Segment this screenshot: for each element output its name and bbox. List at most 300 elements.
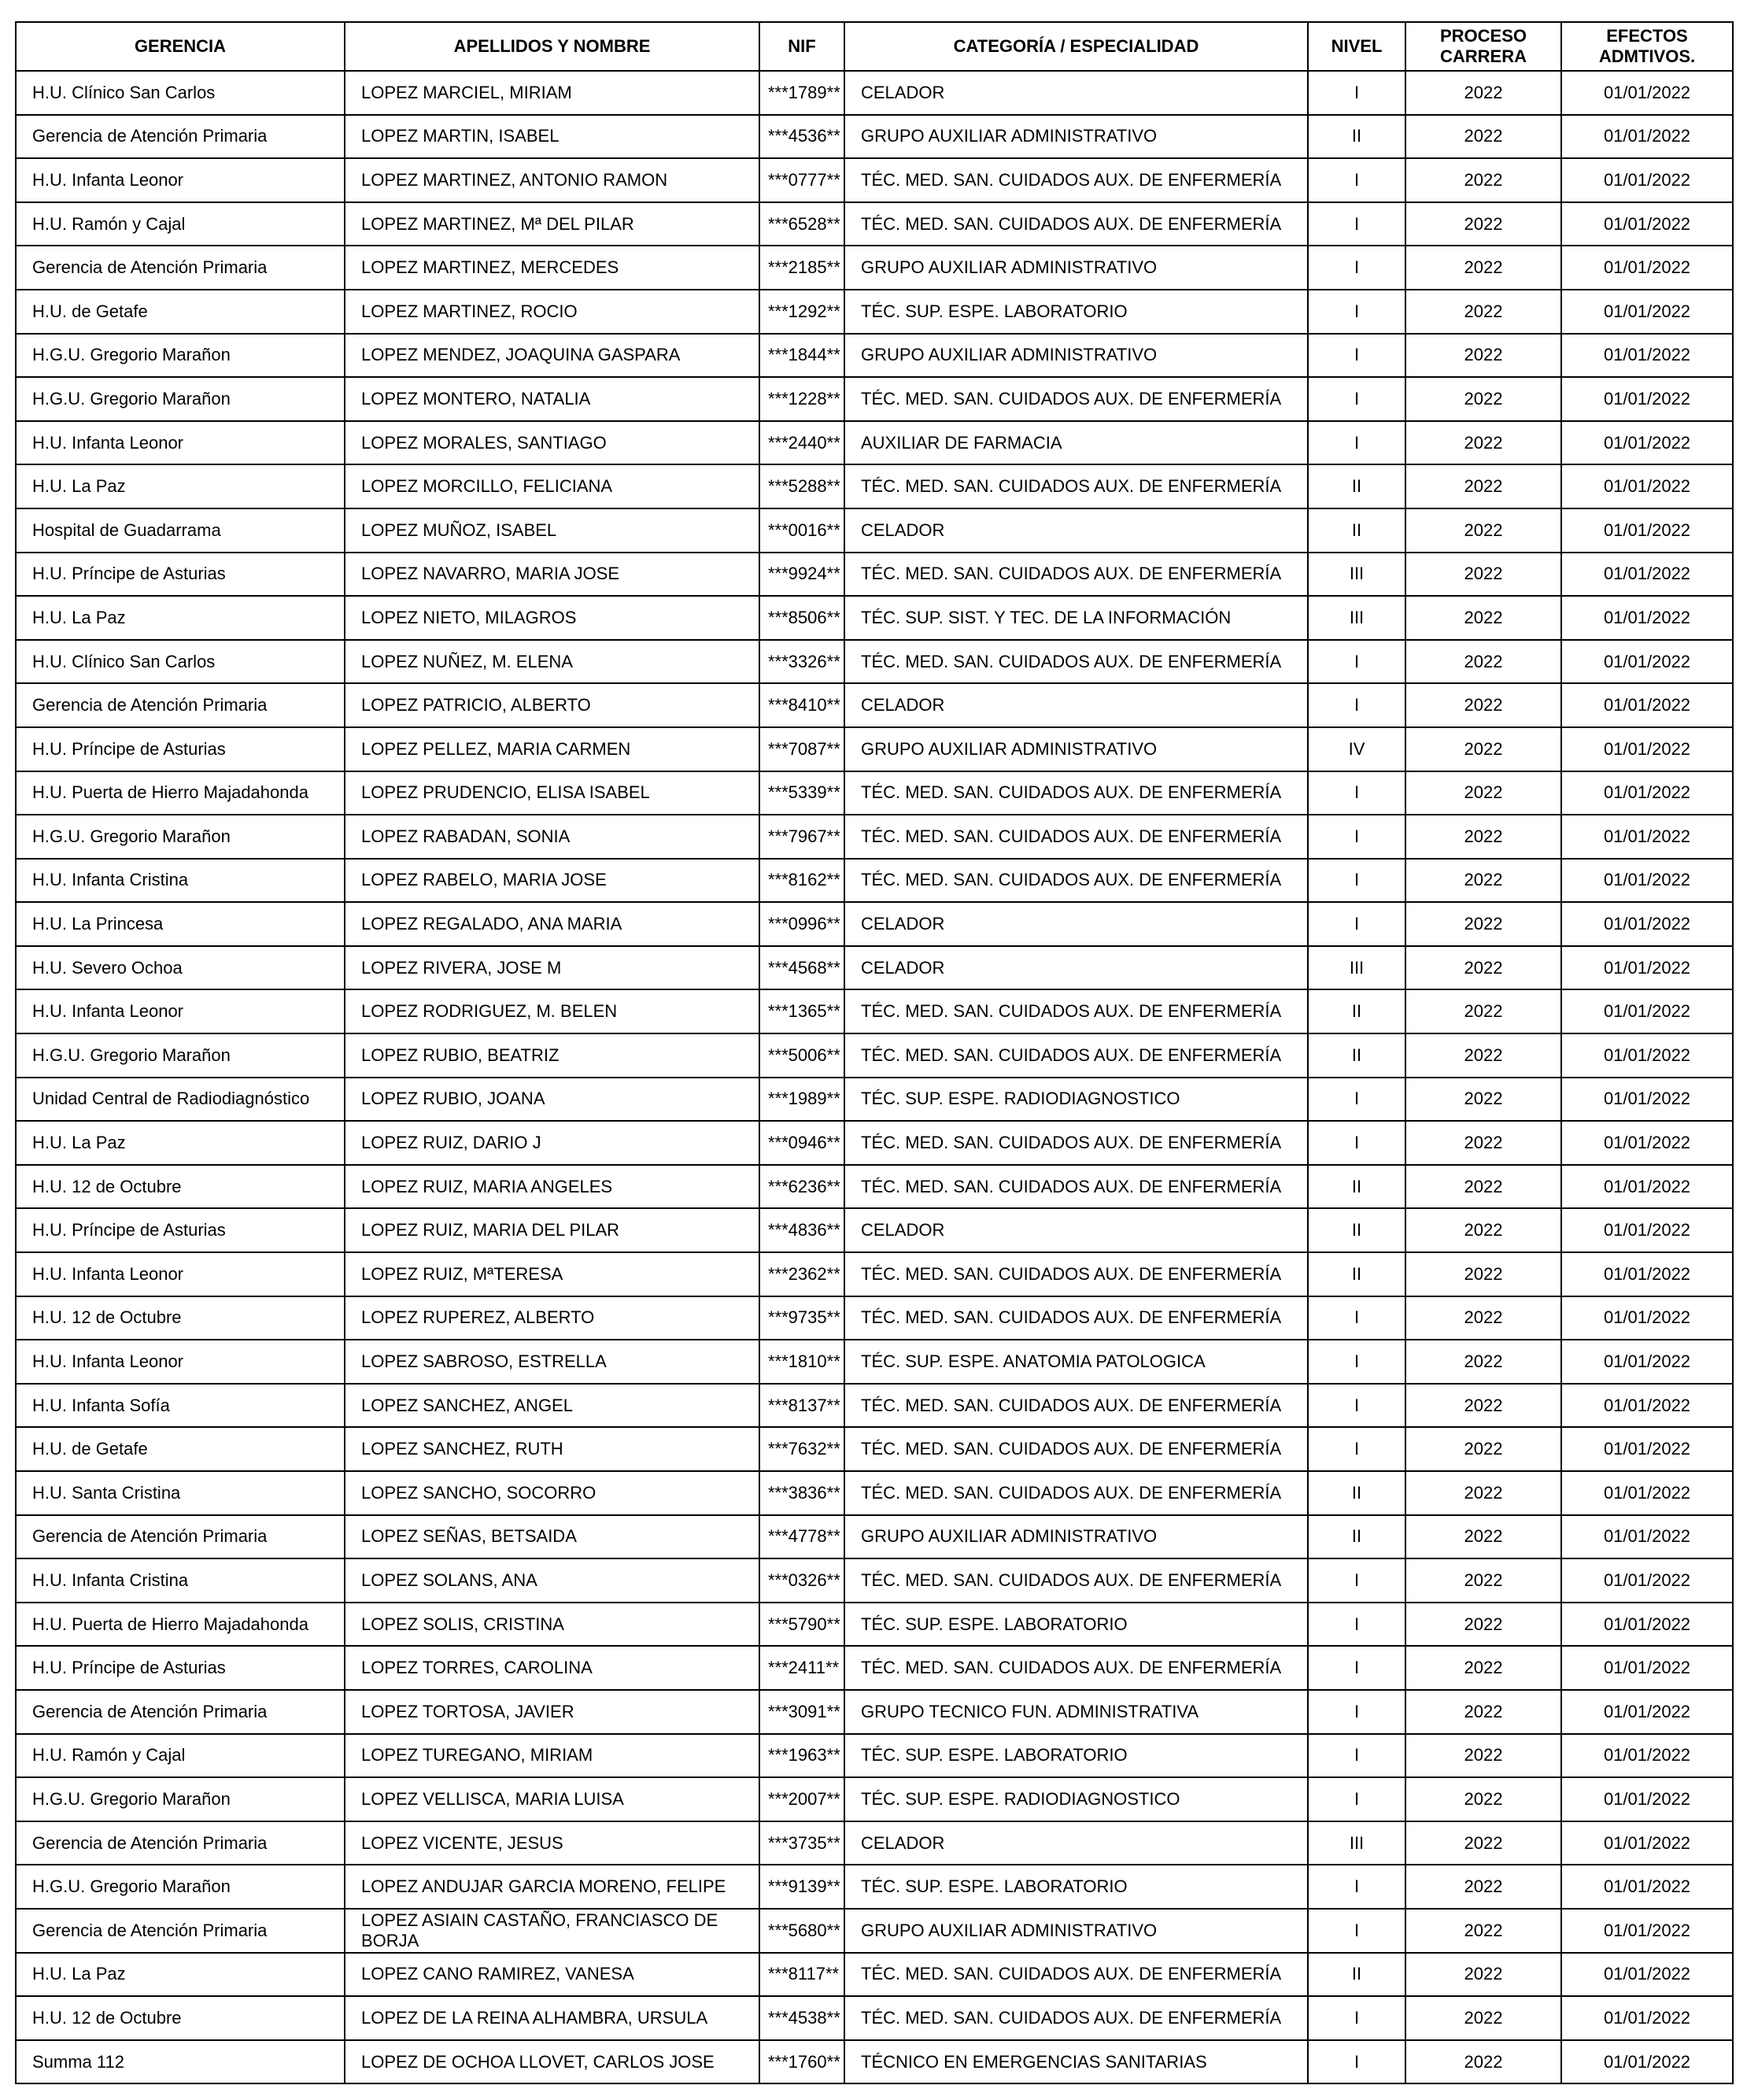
cell-nif: ***8162** [759,859,844,903]
cell-nif: ***4568** [759,946,844,990]
cell-categoria: TÉC. MED. SAN. CUIDADOS AUX. DE ENFERMERÍA [844,377,1308,421]
cell-proceso: 2022 [1405,989,1561,1033]
cell-categoria: TÉC. MED. SAN. CUIDADOS AUX. DE ENFERMERÍA [844,1121,1308,1165]
cell-nivel: I [1308,1646,1405,1690]
cell-proceso: 2022 [1405,1690,1561,1734]
cell-nif: ***6528** [759,202,844,246]
cell-efectos: 01/01/2022 [1561,771,1733,815]
cell-categoria: GRUPO AUXILIAR ADMINISTRATIVO [844,334,1308,378]
table-row [16,1909,1733,1953]
cell-gerencia: H.U. Ramón y Cajal [16,202,345,246]
table-row [16,421,1733,465]
cell-categoria: TÉC. SUP. ESPE. RADIODIAGNOSTICO [844,1078,1308,1122]
table-row [16,727,1733,771]
header-proceso-line1: PROCESO [1439,26,1527,46]
cell-categoria: TÉC. MED. SAN. CUIDADOS AUX. DE ENFERMERÍA [844,1646,1308,1690]
cell-efectos: 01/01/2022 [1561,1427,1733,1471]
table-row [16,1340,1733,1384]
cell-efectos: 01/01/2022 [1561,902,1733,946]
cell-nivel: II [1308,1165,1405,1209]
cell-proceso: 2022 [1405,115,1561,159]
cell-efectos: 01/01/2022 [1561,1165,1733,1209]
cell-nombre: LOPEZ PATRICIO, ALBERTO [345,683,759,727]
cell-nombre: LOPEZ RUIZ, MARIA DEL PILAR [345,1208,759,1252]
cell-nif: ***6236** [759,1165,844,1209]
table-row [16,202,1733,246]
cell-gerencia: H.U. Infanta Leonor [16,158,345,202]
table-row [16,596,1733,640]
cell-nombre: LOPEZ VELLISCA, MARIA LUISA [345,1777,759,1821]
cell-efectos: 01/01/2022 [1561,290,1733,334]
cell-categoria: TÉC. MED. SAN. CUIDADOS AUX. DE ENFERMERÍA [844,1252,1308,1296]
cell-gerencia: H.U. Infanta Cristina [16,1558,345,1603]
cell-nif: ***0326** [759,1558,844,1603]
cell-nombre: LOPEZ ANDUJAR GARCIA MORENO, FELIPE [345,1865,759,1909]
cell-nif: ***8410** [759,683,844,727]
cell-nombre: LOPEZ DE OCHOA LLOVET, CARLOS JOSE [345,2040,759,2084]
table-row [16,1953,1733,1997]
cell-gerencia: Gerencia de Atención Primaria [16,1515,345,1559]
cell-nif: ***5006** [759,1033,844,1078]
cell-gerencia: H.U. Príncipe de Asturias [16,727,345,771]
cell-categoria: TÉC. MED. SAN. CUIDADOS AUX. DE ENFERMERÍA [844,1558,1308,1603]
cell-nombre: LOPEZ SANCHEZ, RUTH [345,1427,759,1471]
cell-gerencia: H.U. 12 de Octubre [16,1996,345,2040]
cell-categoria: GRUPO AUXILIAR ADMINISTRATIVO [844,727,1308,771]
cell-nif: ***7087** [759,727,844,771]
cell-nombre: LOPEZ PRUDENCIO, ELISA ISABEL [345,771,759,815]
cell-gerencia: H.U. Infanta Sofía [16,1384,345,1428]
cell-nivel: I [1308,859,1405,903]
cell-gerencia: H.U. Puerta de Hierro Majadahonda [16,1603,345,1647]
cell-efectos: 01/01/2022 [1561,946,1733,990]
cell-efectos: 01/01/2022 [1561,1121,1733,1165]
cell-nivel: III [1308,1821,1405,1865]
cell-categoria: TÉC. MED. SAN. CUIDADOS AUX. DE ENFERMERÍA [844,553,1308,597]
cell-nivel: II [1308,464,1405,508]
cell-categoria: TÉC. MED. SAN. CUIDADOS AUX. DE ENFERMERÍA [844,158,1308,202]
table-row [16,1515,1733,1559]
cell-efectos: 01/01/2022 [1561,202,1733,246]
cell-categoria: TÉC. MED. SAN. CUIDADOS AUX. DE ENFERMERÍA [844,1996,1308,2040]
cell-nivel: I [1308,640,1405,684]
cell-efectos: 01/01/2022 [1561,1777,1733,1821]
cell-nombre: LOPEZ MUÑOZ, ISABEL [345,508,759,553]
table-row [16,1558,1733,1603]
cell-nivel: I [1308,1078,1405,1122]
header-gerencia: GERENCIA [16,22,345,71]
cell-categoria: TÉC. MED. SAN. CUIDADOS AUX. DE ENFERMERÍA [844,1165,1308,1209]
cell-efectos: 01/01/2022 [1561,553,1733,597]
cell-gerencia: Gerencia de Atención Primaria [16,1690,345,1734]
table-row [16,1384,1733,1428]
cell-proceso: 2022 [1405,1427,1561,1471]
cell-proceso: 2022 [1405,246,1561,290]
cell-proceso: 2022 [1405,1777,1561,1821]
cell-gerencia: H.U. 12 de Octubre [16,1165,345,1209]
table-row [16,158,1733,202]
cell-nivel: I [1308,1996,1405,2040]
cell-efectos: 01/01/2022 [1561,1909,1733,1953]
cell-efectos: 01/01/2022 [1561,115,1733,159]
table-row [16,464,1733,508]
cell-nombre: LOPEZ REGALADO, ANA MARIA [345,902,759,946]
cell-proceso: 2022 [1405,1646,1561,1690]
cell-gerencia: H.U. Ramón y Cajal [16,1734,345,1778]
cell-nif: ***9139** [759,1865,844,1909]
cell-nombre: LOPEZ SANCHEZ, ANGEL [345,1384,759,1428]
table-row [16,859,1733,903]
cell-nif: ***8117** [759,1953,844,1997]
cell-proceso: 2022 [1405,71,1561,115]
cell-efectos: 01/01/2022 [1561,683,1733,727]
cell-gerencia: Hospital de Guadarrama [16,508,345,553]
cell-categoria: CELADOR [844,71,1308,115]
cell-nivel: IV [1308,727,1405,771]
cell-proceso: 2022 [1405,1208,1561,1252]
cell-nombre: LOPEZ SOLANS, ANA [345,1558,759,1603]
cell-gerencia: H.U. La Paz [16,1121,345,1165]
cell-categoria: GRUPO TECNICO FUN. ADMINISTRATIVA [844,1690,1308,1734]
cell-categoria: AUXILIAR DE FARMACIA [844,421,1308,465]
table-row [16,1471,1733,1515]
cell-proceso: 2022 [1405,859,1561,903]
cell-categoria: TÉC. MED. SAN. CUIDADOS AUX. DE ENFERMERÍA [844,1033,1308,1078]
cell-nif: ***5339** [759,771,844,815]
table-row [16,2040,1733,2084]
cell-efectos: 01/01/2022 [1561,1603,1733,1647]
cell-categoria: TÉC. MED. SAN. CUIDADOS AUX. DE ENFERMERÍA [844,202,1308,246]
cell-gerencia: Gerencia de Atención Primaria [16,1821,345,1865]
cell-nombre: LOPEZ CANO RAMIREZ, VANESA [345,1953,759,1997]
cell-proceso: 2022 [1405,1734,1561,1778]
cell-nombre: LOPEZ SABROSO, ESTRELLA [345,1340,759,1384]
cell-nivel: I [1308,1603,1405,1647]
cell-gerencia: H.U. de Getafe [16,1427,345,1471]
cell-proceso: 2022 [1405,683,1561,727]
cell-nivel: I [1308,1121,1405,1165]
table-row [16,1208,1733,1252]
cell-categoria: TÉC. MED. SAN. CUIDADOS AUX. DE ENFERMERÍA [844,1953,1308,1997]
cell-nivel: III [1308,596,1405,640]
cell-proceso: 2022 [1405,1821,1561,1865]
table-row [16,1777,1733,1821]
cell-categoria: CELADOR [844,1208,1308,1252]
cell-gerencia: H.U. La Paz [16,464,345,508]
cell-efectos: 01/01/2022 [1561,377,1733,421]
cell-efectos: 01/01/2022 [1561,1208,1733,1252]
cell-nif: ***5288** [759,464,844,508]
cell-nivel: II [1308,115,1405,159]
table-row [16,334,1733,378]
cell-categoria: TÉC. MED. SAN. CUIDADOS AUX. DE ENFERMERÍA [844,815,1308,859]
cell-nif: ***5790** [759,1603,844,1647]
cell-nombre: LOPEZ RUBIO, JOANA [345,1078,759,1122]
cell-efectos: 01/01/2022 [1561,71,1733,115]
cell-nivel: I [1308,1777,1405,1821]
cell-nif: ***1365** [759,989,844,1033]
cell-gerencia: H.U. La Paz [16,596,345,640]
cell-proceso: 2022 [1405,815,1561,859]
cell-proceso: 2022 [1405,1471,1561,1515]
cell-gerencia: H.U. Clínico San Carlos [16,640,345,684]
cell-proceso: 2022 [1405,1865,1561,1909]
cell-categoria: GRUPO AUXILIAR ADMINISTRATIVO [844,1515,1308,1559]
cell-nif: ***2362** [759,1252,844,1296]
table-row [16,115,1733,159]
cell-efectos: 01/01/2022 [1561,508,1733,553]
cell-nif: ***1844** [759,334,844,378]
cell-nivel: I [1308,2040,1405,2084]
cell-nivel: I [1308,1427,1405,1471]
table-row [16,1821,1733,1865]
cell-proceso: 2022 [1405,1121,1561,1165]
cell-proceso: 2022 [1405,902,1561,946]
cell-efectos: 01/01/2022 [1561,815,1733,859]
cell-categoria: TÉC. MED. SAN. CUIDADOS AUX. DE ENFERMERÍA [844,989,1308,1033]
table-row [16,1603,1733,1647]
cell-gerencia: Gerencia de Atención Primaria [16,683,345,727]
cell-categoria: TÉC. MED. SAN. CUIDADOS AUX. DE ENFERMERÍA [844,1427,1308,1471]
cell-nombre: LOPEZ TUREGANO, MIRIAM [345,1734,759,1778]
cell-nif: ***9924** [759,553,844,597]
cell-proceso: 2022 [1405,596,1561,640]
cell-proceso: 2022 [1405,290,1561,334]
table-row [16,902,1733,946]
table-row [16,1996,1733,2040]
table-row [16,1121,1733,1165]
cell-nif: ***1989** [759,1078,844,1122]
cell-gerencia: H.U. La Princesa [16,902,345,946]
cell-categoria: CELADOR [844,902,1308,946]
cell-nombre: LOPEZ SOLIS, CRISTINA [345,1603,759,1647]
table-row [16,1865,1733,1909]
cell-categoria: TÉC. MED. SAN. CUIDADOS AUX. DE ENFERMERÍA [844,771,1308,815]
cell-efectos: 01/01/2022 [1561,421,1733,465]
cell-gerencia: H.U. Clínico San Carlos [16,71,345,115]
cell-nivel: I [1308,290,1405,334]
cell-nombre: LOPEZ NUÑEZ, M. ELENA [345,640,759,684]
cell-gerencia: H.U. de Getafe [16,290,345,334]
cell-proceso: 2022 [1405,1996,1561,2040]
cell-efectos: 01/01/2022 [1561,1296,1733,1340]
cell-nombre: LOPEZ RODRIGUEZ, M. BELEN [345,989,759,1033]
cell-nivel: I [1308,1734,1405,1778]
cell-categoria: GRUPO AUXILIAR ADMINISTRATIVO [844,1909,1308,1953]
cell-categoria: TÉCNICO EN EMERGENCIAS SANITARIAS [844,2040,1308,2084]
cell-proceso: 2022 [1405,553,1561,597]
cell-nivel: I [1308,377,1405,421]
table-row [16,989,1733,1033]
cell-nif: ***0016** [759,508,844,553]
cell-efectos: 01/01/2022 [1561,1734,1733,1778]
cell-efectos: 01/01/2022 [1561,1471,1733,1515]
table-row [16,640,1733,684]
cell-efectos: 01/01/2022 [1561,727,1733,771]
cell-nivel: II [1308,1515,1405,1559]
table-row [16,1734,1733,1778]
cell-efectos: 01/01/2022 [1561,1558,1733,1603]
cell-gerencia: H.G.U. Gregorio Marañon [16,815,345,859]
cell-nif: ***1760** [759,2040,844,2084]
table-row [16,508,1733,553]
header-nivel: NIVEL [1308,22,1405,71]
table-row [16,1252,1733,1296]
cell-nombre: LOPEZ PELLEZ, MARIA CARMEN [345,727,759,771]
cell-nombre: LOPEZ MARCIEL, MIRIAM [345,71,759,115]
cell-nif: ***0946** [759,1121,844,1165]
cell-nivel: II [1308,989,1405,1033]
cell-nivel: I [1308,1384,1405,1428]
cell-proceso: 2022 [1405,1384,1561,1428]
cell-gerencia: H.U. Infanta Leonor [16,1252,345,1296]
cell-efectos: 01/01/2022 [1561,1515,1733,1559]
cell-nif: ***4538** [759,1996,844,2040]
cell-nif: ***7632** [759,1427,844,1471]
cell-gerencia: H.U. Infanta Leonor [16,421,345,465]
cell-proceso: 2022 [1405,377,1561,421]
cell-categoria: GRUPO AUXILIAR ADMINISTRATIVO [844,115,1308,159]
cell-efectos: 01/01/2022 [1561,1821,1733,1865]
cell-nif: ***3091** [759,1690,844,1734]
cell-proceso: 2022 [1405,202,1561,246]
cell-categoria: TÉC. SUP. ESPE. LABORATORIO [844,290,1308,334]
table-row [16,815,1733,859]
cell-categoria: TÉC. MED. SAN. CUIDADOS AUX. DE ENFERMERÍA [844,859,1308,903]
cell-nif: ***1810** [759,1340,844,1384]
cell-efectos: 01/01/2022 [1561,246,1733,290]
cell-nivel: I [1308,334,1405,378]
cell-nivel: III [1308,946,1405,990]
cell-gerencia: H.G.U. Gregorio Marañon [16,1777,345,1821]
cell-nif: ***5680** [759,1909,844,1953]
cell-nif: ***1963** [759,1734,844,1778]
cell-efectos: 01/01/2022 [1561,1384,1733,1428]
cell-efectos: 01/01/2022 [1561,640,1733,684]
cell-nombre: LOPEZ TORRES, CAROLINA [345,1646,759,1690]
cell-categoria: TÉC. MED. SAN. CUIDADOS AUX. DE ENFERMERÍA [844,464,1308,508]
cell-nombre: LOPEZ RIVERA, JOSE M [345,946,759,990]
cell-proceso: 2022 [1405,1515,1561,1559]
cell-nivel: I [1308,1865,1405,1909]
cell-nif: ***7967** [759,815,844,859]
cell-nivel: I [1308,246,1405,290]
cell-proceso: 2022 [1405,946,1561,990]
personnel-table [15,21,1734,2084]
cell-nivel: I [1308,902,1405,946]
cell-nombre: LOPEZ MENDEZ, JOAQUINA GASPARA [345,334,759,378]
cell-categoria: TÉC. SUP. ESPE. LABORATORIO [844,1734,1308,1778]
cell-nombre: LOPEZ ASIAIN CASTAÑO, FRANCIASCO DE BORJA [345,1909,759,1953]
cell-efectos: 01/01/2022 [1561,1953,1733,1997]
header-efectos-line2: ADMTIVOS. [1598,46,1696,66]
cell-proceso: 2022 [1405,2040,1561,2084]
cell-nivel: I [1308,1909,1405,1953]
cell-nombre: LOPEZ MORCILLO, FELICIANA [345,464,759,508]
table-row [16,1646,1733,1690]
cell-nombre: LOPEZ MORALES, SANTIAGO [345,421,759,465]
cell-nivel: II [1308,1471,1405,1515]
cell-nombre: LOPEZ TORTOSA, JAVIER [345,1690,759,1734]
cell-gerencia: Gerencia de Atención Primaria [16,1909,345,1953]
cell-gerencia: H.U. La Paz [16,1953,345,1997]
cell-nif: ***2007** [759,1777,844,1821]
cell-nif: ***4536** [759,115,844,159]
cell-proceso: 2022 [1405,1558,1561,1603]
cell-nivel: I [1308,1296,1405,1340]
cell-categoria: TÉC. SUP. ESPE. LABORATORIO [844,1865,1308,1909]
cell-nombre: LOPEZ MARTINEZ, Mª DEL PILAR [345,202,759,246]
table-row [16,553,1733,597]
cell-nombre: LOPEZ SANCHO, SOCORRO [345,1471,759,1515]
cell-nombre: LOPEZ MARTIN, ISABEL [345,115,759,159]
cell-categoria: GRUPO AUXILIAR ADMINISTRATIVO [844,246,1308,290]
cell-efectos: 01/01/2022 [1561,1078,1733,1122]
cell-efectos: 01/01/2022 [1561,1996,1733,2040]
cell-categoria: CELADOR [844,683,1308,727]
cell-nivel: I [1308,683,1405,727]
cell-nif: ***4836** [759,1208,844,1252]
cell-gerencia: H.U. Infanta Cristina [16,859,345,903]
cell-nombre: LOPEZ DE LA REINA ALHAMBRA, URSULA [345,1996,759,2040]
cell-nivel: III [1308,553,1405,597]
cell-gerencia: H.G.U. Gregorio Marañon [16,377,345,421]
cell-efectos: 01/01/2022 [1561,158,1733,202]
cell-proceso: 2022 [1405,1252,1561,1296]
cell-proceso: 2022 [1405,771,1561,815]
cell-proceso: 2022 [1405,727,1561,771]
cell-proceso: 2022 [1405,421,1561,465]
cell-proceso: 2022 [1405,640,1561,684]
cell-nombre: LOPEZ RABELO, MARIA JOSE [345,859,759,903]
header-proceso-line2: CARRERA [1440,46,1527,66]
cell-nif: ***0777** [759,158,844,202]
cell-nombre: LOPEZ MARTINEZ, ANTONIO RAMON [345,158,759,202]
cell-proceso: 2022 [1405,158,1561,202]
cell-proceso: 2022 [1405,1033,1561,1078]
header-efectos-line1: EFECTOS [1606,26,1688,46]
cell-efectos: 01/01/2022 [1561,1865,1733,1909]
cell-efectos: 01/01/2022 [1561,1646,1733,1690]
cell-nif: ***3735** [759,1821,844,1865]
header-nif: NIF [759,22,844,71]
cell-nombre: LOPEZ RUIZ, MARIA ANGELES [345,1165,759,1209]
table-row [16,71,1733,115]
cell-nivel: I [1308,771,1405,815]
cell-efectos: 01/01/2022 [1561,464,1733,508]
cell-gerencia: H.U. 12 de Octubre [16,1296,345,1340]
cell-categoria: TÉC. SUP. SIST. Y TEC. DE LA INFORMACIÓN [844,596,1308,640]
cell-gerencia: H.G.U. Gregorio Marañon [16,1033,345,1078]
header-proceso-carrera [1405,22,1561,71]
table-row [16,1427,1733,1471]
table-row [16,246,1733,290]
cell-nombre: LOPEZ MONTERO, NATALIA [345,377,759,421]
table-row [16,1296,1733,1340]
cell-efectos: 01/01/2022 [1561,1690,1733,1734]
cell-gerencia: H.U. Severo Ochoa [16,946,345,990]
cell-nivel: I [1308,71,1405,115]
cell-nif: ***4778** [759,1515,844,1559]
cell-gerencia: H.U. Santa Cristina [16,1471,345,1515]
cell-proceso: 2022 [1405,334,1561,378]
header-apellidos-nombre: APELLIDOS Y NOMBRE [345,22,759,71]
cell-efectos: 01/01/2022 [1561,596,1733,640]
cell-nombre: LOPEZ NIETO, MILAGROS [345,596,759,640]
cell-nombre: LOPEZ RUIZ, MªTERESA [345,1252,759,1296]
table-body [16,71,1733,2083]
cell-categoria: TÉC. MED. SAN. CUIDADOS AUX. DE ENFERMERÍA [844,640,1308,684]
